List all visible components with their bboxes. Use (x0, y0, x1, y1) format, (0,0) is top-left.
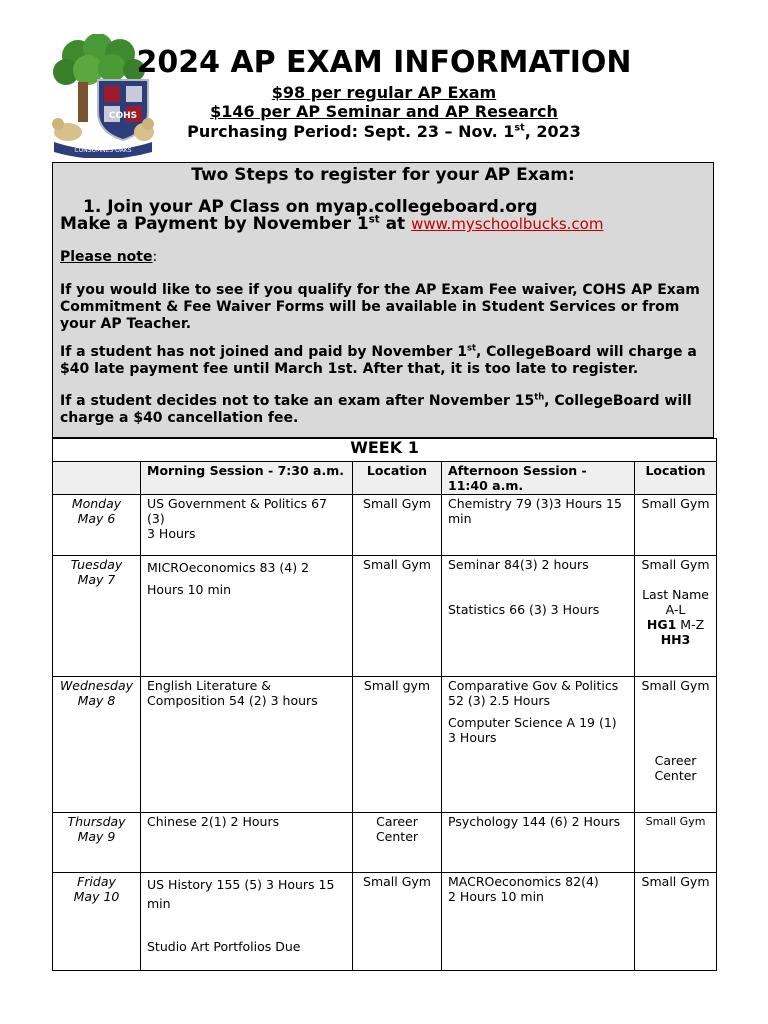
afternoon-exam-2: Computer Science A 19 (1) 3 Hours (448, 715, 617, 745)
day-cell (53, 813, 141, 873)
morning-cell (141, 813, 353, 873)
table-row (53, 873, 717, 971)
location-1-cell: Small gym (353, 677, 442, 813)
step2-text: Make a Payment by November 1 (60, 214, 369, 234)
day-date: May 8 (77, 693, 116, 708)
day-date: May 9 (77, 829, 116, 844)
price-regular: $98 per regular AP Exam (271, 83, 497, 102)
header-location-2: Location (635, 462, 717, 495)
late-fee-sup: st (466, 342, 476, 353)
step2-sup: st (368, 214, 380, 226)
step-make-payment (60, 214, 603, 234)
afternoon-exam: Psychology 144 (6) 2 Hours (448, 814, 621, 829)
morning-duration: 3 Hours (147, 526, 196, 541)
afternoon-duration: 2 Hours 10 min (448, 889, 544, 904)
please-note-colon: : (152, 249, 158, 265)
day-name: Monday (71, 496, 122, 511)
location-2-primary: Small Gym (641, 678, 710, 693)
location-2-cell: Small Gym (635, 495, 717, 556)
morning-exam: Chinese 2(1) 2 Hours (147, 814, 280, 829)
day-name: Thursday (67, 814, 126, 829)
morning-cell (141, 495, 353, 556)
logo-initials: COHS (108, 111, 138, 121)
morning-duration: Hours 10 min (147, 582, 232, 597)
late-fee-text-b: , CollegeBoard will charge a $40 late payment fee until March 1st. After that, it is too late to register. (60, 344, 697, 377)
page-title: 2024 AP EXAM INFORMATION (136, 45, 632, 80)
afternoon-cell (442, 873, 635, 971)
morning-exam: US Government & Politics 67 (3) (147, 496, 328, 526)
location-1-cell: Small Gym (353, 873, 442, 971)
header-morning: Morning Session - 7:30 a.m. (141, 462, 353, 495)
room-hh3: HH3 (660, 632, 691, 647)
afternoon-cell (442, 813, 635, 873)
purchasing-period-text: Purchasing Period: Sept. 23 – Nov. 1 (187, 122, 515, 141)
price-seminar: $146 per AP Seminar and AP Research (210, 102, 558, 121)
step-join-class: 1. Join your AP Class on myap.collegeboard.org (83, 197, 538, 217)
registration-steps-box (52, 162, 714, 438)
cancel-text-a: If a student decides not to take an exam after November 15 (60, 393, 535, 409)
morning-exam: US History 155 (5) 3 Hours 15 (147, 877, 335, 892)
location-1-cell: Career Center (353, 813, 442, 873)
day-cell (53, 677, 141, 813)
exam-schedule-table (52, 438, 717, 971)
day-date: May 10 (73, 889, 120, 904)
day-cell (53, 556, 141, 677)
header-location-1: Location (353, 462, 442, 495)
location-2-cell: Small Gym (635, 873, 717, 971)
late-fee-text-a: If a student has not joined and paid by November 1 (60, 344, 467, 360)
portfolio-note: Studio Art Portfolios Due (147, 939, 301, 954)
please-note-label: Please note (60, 249, 153, 265)
cancel-sup: th (534, 391, 545, 402)
morning-cell (141, 556, 353, 677)
logo-banner-text: CONSUMNES OAKS (74, 147, 132, 154)
please-note (60, 249, 700, 266)
location-2-lastname: Last Name A-L (642, 587, 709, 617)
table-row (53, 556, 717, 677)
table-row (53, 677, 717, 813)
late-fee-paragraph (60, 344, 700, 378)
morning-exam: English Literature & Composition 54 (2) 3 hours (147, 678, 318, 708)
day-name: Tuesday (70, 557, 123, 572)
purchasing-year: , 2023 (524, 122, 581, 141)
table-row (53, 813, 717, 873)
cancellation-fee-paragraph (60, 393, 700, 427)
week-label: WEEK 1 (53, 439, 717, 462)
location-2-cell (635, 556, 717, 677)
step2-at: at (379, 214, 412, 234)
day-name: Wednesday (59, 678, 134, 693)
morning-cell (141, 873, 353, 971)
afternoon-cell (442, 495, 635, 556)
table-row (53, 495, 717, 556)
steps-heading: Two Steps to register for your AP Exam: (191, 165, 575, 185)
myschoolbucks-link[interactable]: www.myschoolbucks.com (411, 215, 604, 233)
header-blank (53, 462, 141, 495)
afternoon-exam-2: Statistics 66 (3) 3 Hours (448, 602, 600, 617)
day-name: Friday (77, 874, 116, 889)
purchasing-sup: st (514, 122, 525, 134)
location-1-cell: Small Gym (353, 495, 442, 556)
week-row (53, 439, 717, 462)
purchasing-period (0, 122, 768, 141)
afternoon-exam: MACROeconomics 82(4) (448, 874, 599, 889)
morning-duration: min (147, 896, 171, 911)
location-2-secondary: Career Center (654, 753, 697, 783)
afternoon-exam: Seminar 84(3) 2 hours (448, 557, 589, 572)
location-1-cell: Small Gym (353, 556, 442, 677)
afternoon-exam: Comparative Gov & Politics 52 (3) 2.5 Hours (448, 678, 619, 708)
room-mz: M-Z (680, 617, 705, 632)
location-2-cell (635, 677, 717, 813)
morning-exam: MICROeconomics 83 (4) 2 (147, 560, 310, 575)
afternoon-cell (442, 677, 635, 813)
room-hg1: HG1 (646, 617, 677, 632)
header-afternoon: Afternoon Session - 11:40 a.m. (442, 462, 635, 495)
location-2-primary: Small Gym (641, 557, 710, 572)
afternoon-exam: Chemistry 79 (3)3 Hours 15 min (448, 496, 622, 526)
morning-cell (141, 677, 353, 813)
table-header-row (53, 462, 717, 495)
fee-waiver-paragraph: If you would like to see if you qualify for the AP Exam Fee waiver, COHS AP Exam Commitment & Fee Waiver Forms will be available in Student Services or from your AP Teacher. (60, 282, 700, 332)
day-date: May 6 (77, 511, 116, 526)
cancel-text-b: , CollegeBoard will charge a $40 cancellation fee. (60, 393, 692, 426)
afternoon-cell (442, 556, 635, 677)
day-cell (53, 873, 141, 971)
day-date: May 7 (77, 572, 116, 587)
location-2-cell: Small Gym (635, 813, 717, 873)
day-cell (53, 495, 141, 556)
location-2-rooms (641, 617, 710, 647)
